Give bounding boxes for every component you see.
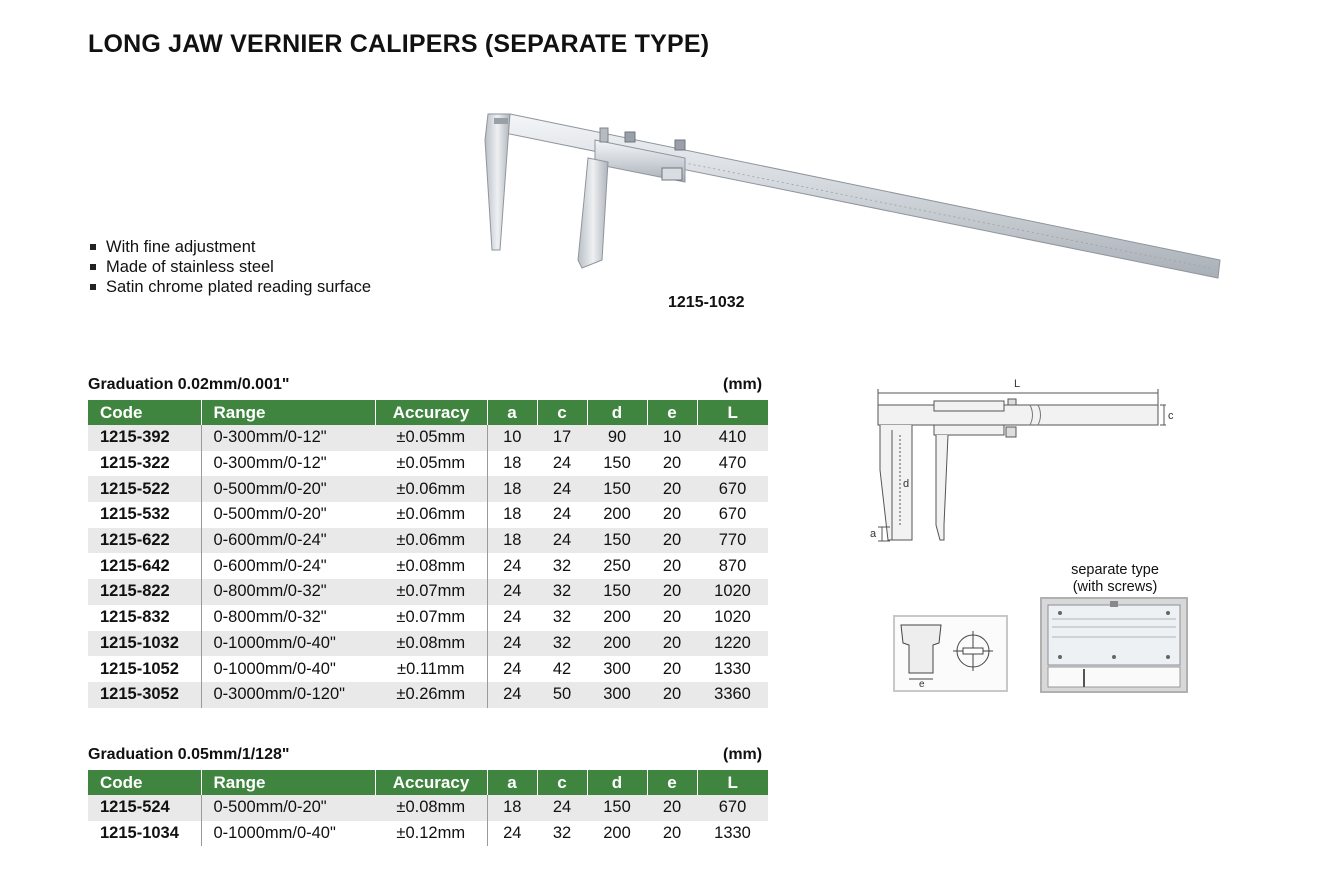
cell-c: 17 (537, 425, 587, 451)
cell-d: 200 (603, 608, 631, 627)
cell-l: 1020 (714, 608, 751, 627)
dim-label-c: c (1168, 410, 1174, 422)
dim-label-d: d (903, 478, 910, 490)
cell-d: 300 (587, 682, 647, 708)
dim-label-a: a (870, 528, 877, 540)
cell-e: 20 (662, 824, 682, 843)
cell-c: 42 (552, 659, 572, 678)
cell-accuracy: ±0.06mm (375, 502, 487, 528)
feature-list (88, 237, 371, 297)
cell-e: 20 (647, 795, 697, 821)
cell-range: 0-300mm/0-12" (201, 425, 375, 451)
separate-type-caption: separate type (with screws) (1071, 562, 1159, 595)
cell-a: 24 (503, 824, 522, 843)
cell-c: 24 (537, 476, 587, 502)
cell-code: 1215-622 (88, 528, 201, 554)
dim-label-l: L (1014, 378, 1021, 390)
col-header-l: L (697, 400, 768, 425)
cell-a: 24 (503, 659, 522, 678)
caliper-product-photo (470, 100, 1230, 290)
cell-a: 18 (503, 505, 522, 524)
table-row (88, 425, 768, 451)
cell-l: 1330 (714, 824, 751, 843)
cell-code: 1215-642 (88, 553, 201, 579)
table-row (88, 605, 768, 631)
cell-l: 3360 (697, 682, 768, 708)
cell-code: 1215-1032 (88, 631, 201, 657)
cell-e: 20 (647, 682, 697, 708)
graduation-title-1: Graduation 0.02mm/0.001" (88, 376, 290, 393)
photo-caption: 1215-1032 (668, 294, 745, 311)
col-header-e: e (647, 400, 697, 425)
cell-e: 20 (647, 528, 697, 554)
table-row (88, 553, 768, 579)
spec-table-1 (88, 400, 768, 708)
dimension-diagram (860, 375, 1180, 550)
cell-range: 0-800mm/0-32" (213, 608, 327, 627)
cell-a: 18 (487, 795, 537, 821)
cell-accuracy: ±0.11mm (375, 656, 487, 682)
cell-e: 10 (647, 425, 697, 451)
col-header-a: a (487, 770, 537, 795)
cell-c: 32 (552, 556, 572, 575)
cell-accuracy: ±0.26mm (375, 682, 487, 708)
cell-range: 0-300mm/0-12" (213, 454, 327, 473)
cell-c: 32 (552, 824, 572, 843)
cell-d: 150 (587, 528, 647, 554)
cell-e: 20 (662, 608, 682, 627)
cell-l: 470 (718, 454, 747, 473)
cell-a: 10 (487, 425, 537, 451)
cell-code: 1215-1052 (88, 656, 201, 682)
cell-accuracy: ±0.06mm (375, 528, 487, 554)
cell-code: 1215-822 (88, 579, 201, 605)
table-row (88, 476, 768, 502)
cell-e: 20 (662, 659, 682, 678)
cell-range: 0-600mm/0-24" (213, 556, 327, 575)
cell-code: 1215-524 (88, 795, 201, 821)
page-title: LONG JAW VERNIER CALIPERS (SEPARATE TYPE) (88, 30, 710, 58)
col-header-accuracy: Accuracy (375, 770, 487, 795)
cell-e: 20 (647, 476, 697, 502)
table-row (88, 502, 768, 528)
cell-c: 24 (537, 528, 587, 554)
cell-code: 1215-392 (88, 425, 201, 451)
cell-e: 20 (662, 454, 682, 473)
cell-d: 200 (603, 505, 631, 524)
cell-range: 0-1000mm/0-40" (213, 659, 336, 678)
bullet-icon (90, 264, 96, 270)
bullet-icon (90, 284, 96, 290)
cell-accuracy: ±0.05mm (375, 425, 487, 451)
cell-l: 1220 (697, 631, 768, 657)
cell-range: 0-3000mm/0-120" (201, 682, 375, 708)
cell-a: 24 (487, 631, 537, 657)
cell-accuracy: ±0.08mm (375, 631, 487, 657)
cell-l: 870 (718, 556, 747, 575)
cell-d: 90 (587, 425, 647, 451)
col-header-code: Code (88, 400, 201, 425)
cell-code: 1215-532 (88, 502, 201, 528)
cell-c: 32 (537, 579, 587, 605)
cell-a: 24 (487, 579, 537, 605)
cell-a: 24 (487, 682, 537, 708)
spec-table-2 (88, 770, 768, 846)
cell-accuracy: ±0.07mm (375, 579, 487, 605)
cell-range: 0-500mm/0-20" (201, 795, 375, 821)
table-row (88, 795, 768, 821)
bullet-icon (90, 244, 96, 250)
cell-l: 670 (697, 476, 768, 502)
cell-accuracy: ±0.06mm (375, 476, 487, 502)
table-row (88, 579, 768, 605)
cell-code: 1215-3052 (88, 682, 201, 708)
cell-range: 0-500mm/0-20" (201, 476, 375, 502)
table-row (88, 682, 768, 708)
cell-accuracy: ±0.08mm (375, 795, 487, 821)
col-header-accuracy: Accuracy (375, 400, 487, 425)
feature-item: With fine adjustment (88, 237, 371, 257)
cell-d: 250 (603, 556, 631, 575)
cell-a: 24 (503, 608, 522, 627)
cell-a: 18 (487, 528, 537, 554)
cell-d: 150 (587, 795, 647, 821)
unit-label-1: (mm) (723, 376, 763, 393)
col-header-c: c (537, 400, 587, 425)
cell-d: 150 (587, 476, 647, 502)
cell-l: 670 (697, 795, 768, 821)
cell-a: 24 (503, 556, 522, 575)
dim-label-e: e (919, 679, 925, 690)
cell-e: 20 (662, 556, 682, 575)
cell-c: 24 (552, 454, 572, 473)
cell-c: 24 (552, 505, 572, 524)
cell-c: 32 (552, 608, 572, 627)
cell-code: 1215-522 (88, 476, 201, 502)
cell-range: 0-1000mm/0-40" (201, 631, 375, 657)
unit-label-2: (mm) (723, 746, 763, 763)
cell-accuracy: ±0.07mm (375, 605, 487, 631)
cell-d: 150 (587, 579, 647, 605)
col-header-range: Range (201, 400, 375, 425)
feature-item: Made of stainless steel (88, 257, 371, 277)
cell-accuracy: ±0.05mm (375, 451, 487, 477)
jaw-section-detail (893, 615, 1008, 692)
cell-l: 670 (718, 505, 747, 524)
col-header-d: d (587, 770, 647, 795)
col-header-a: a (487, 400, 537, 425)
cell-c: 32 (537, 631, 587, 657)
table-header-row (88, 400, 768, 425)
cell-e: 20 (662, 505, 682, 524)
cell-l: 770 (697, 528, 768, 554)
col-header-d: d (587, 400, 647, 425)
cell-l: 410 (697, 425, 768, 451)
cell-d: 150 (603, 454, 631, 473)
cell-a: 18 (487, 476, 537, 502)
cell-c: 50 (537, 682, 587, 708)
col-header-c: c (537, 770, 587, 795)
table-row (88, 528, 768, 554)
feature-item: Satin chrome plated reading surface (88, 277, 371, 297)
table-row (88, 631, 768, 657)
cell-code: 1215-832 (88, 605, 201, 631)
cell-accuracy: ±0.08mm (375, 553, 487, 579)
cell-l: 1020 (697, 579, 768, 605)
cell-c: 24 (537, 795, 587, 821)
table-row (88, 656, 768, 682)
cell-range: 0-800mm/0-32" (201, 579, 375, 605)
col-header-code: Code (88, 770, 201, 795)
cell-d: 200 (603, 824, 631, 843)
cell-accuracy: ±0.12mm (375, 821, 487, 847)
cell-code: 1215-1034 (88, 821, 201, 847)
cell-code: 1215-322 (88, 451, 201, 477)
table-row (88, 821, 768, 847)
cell-l: 1330 (714, 659, 751, 678)
col-header-e: e (647, 770, 697, 795)
col-header-range: Range (201, 770, 375, 795)
cell-a: 18 (503, 454, 522, 473)
cell-range: 0-1000mm/0-40" (213, 824, 336, 843)
cell-range: 0-500mm/0-20" (213, 505, 327, 524)
col-header-l: L (697, 770, 768, 795)
cell-range: 0-600mm/0-24" (201, 528, 375, 554)
cell-d: 300 (603, 659, 631, 678)
cell-d: 200 (587, 631, 647, 657)
separate-type-detail (1040, 597, 1188, 693)
graduation-title-2: Graduation 0.05mm/1/128" (88, 746, 290, 763)
table-row (88, 451, 768, 477)
table-header-row (88, 770, 768, 795)
cell-e: 20 (647, 579, 697, 605)
cell-e: 20 (647, 631, 697, 657)
